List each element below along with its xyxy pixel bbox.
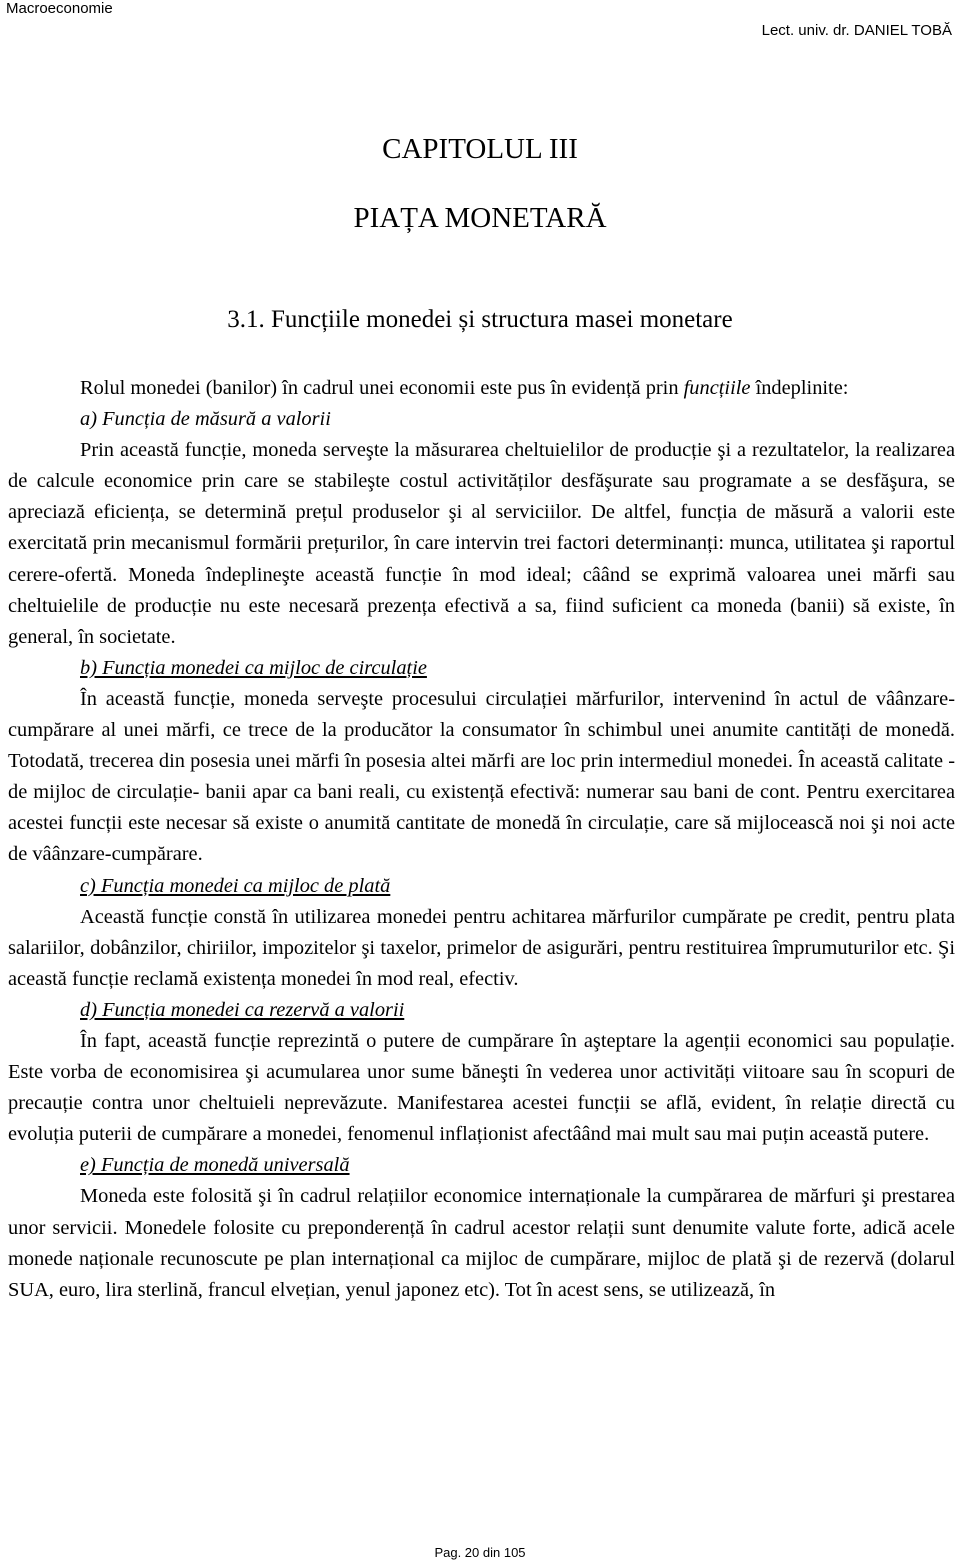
heading-function-c: c) Funcția monedei ca mijloc de plată [80,874,391,897]
intro-emphasis: funcțiile [683,377,751,399]
author-name: Lect. univ. dr. DANIEL TOBĂ [761,22,952,39]
heading-function-e: e) Funcția de monedă universală [80,1154,350,1177]
intro-before: Rolul monedei (banilor) în cadrul unei economii este pus în evidență prin [80,377,684,399]
intro-paragraph [8,373,955,404]
heading-function-b: b) Funcția monedei ca mijloc de circulație [80,656,427,679]
intro-after: îndeplinite: [750,377,849,399]
chapter-title: PIAȚA MONETARĂ [353,202,607,234]
body-text [8,373,955,1306]
paragraph-function-c: Această funcție constă în utilizarea monedei pentru achitarea mărfurilor cumpărate pe credit, pentru plata salariilor, dobânzilor, chiriilor, impozitelor şi taxelor, primelor de asigurări, pentru restituirea împrumuturilor etc. Şi această funcție reclamă existența monedei în mod real, efectiv. [8,905,955,990]
section-title: 3.1. Funcțiile monedei și structura masei monetare [227,306,733,333]
chapter-number: CAPITOLUL III [382,133,578,165]
page-number: Pag. 20 din 105 [434,1545,526,1560]
course-title: Macroeconomie [6,0,113,17]
heading-function-d: d) Funcția monedei ca rezervă a valorii [80,998,405,1021]
paragraph-function-d: În fapt, această funcție reprezintă o putere de cumpărare în aşteptare la agenții economici sau populație. Este vorba de economisirea şi acumularea unor sume băneşti în vederea unor activități viitoare sau în scopuri de precauție contra unor cheltuieli neprevăzute. Manifestarea acestei funcții se află, evident, în relație directă cu evoluția puterii de cumpărare a monedei, fenomenul inflaționist afectâând mai mult sau mai puțin această putere. [8,1029,955,1146]
heading-function-a: a) Funcția de măsură a valorii [80,408,331,431]
paragraph-function-b: În această funcție, moneda serveşte procesului circulației mărfurilor, intervenind în actul de vâânzare-cumpărare al unei mărfi, ce trece de la producător la consumator în schimbul unei anumite cantități de monedă. Totodată, trecerea din posesia unei mărfi în posesia altei mărfi are loc prin intermediul monedei. În această calitate -de mijloc de circulație- banii apar ca bani reali, cu existență efectivă: numerar sau bani de cont. Pentru exercitarea acestei funcții este necesar să existe o anumită cantitate de monedă în circulație, care să mijlocească noi şi noi acte de vâânzare-cumpărare. [8,687,955,866]
paragraph-function-a: Prin această funcție, moneda serveşte la măsurarea cheltuielilor de producție şi a rezultatelor, la realizarea de calcule economice prin care se stabileşte costul activităților desfăşurate sau programate a se desfăşura, se apreciază eficiența, se determină prețul produselor şi al serviciilor. De altfel, funcția de măsură a valorii este exercitată prin mecanismul formării prețurilor, în care intervin trei factori determinanți: munca, utilitatea şi raportul cerere-ofertă. Moneda îndeplineşte această funcție în mod ideal; câând se exprimă valoarea unei mărfi sau cheltuielile de producție nu este necesară prezența efectivă a sa, fiind suficient ca moneda (banii) să existe, în general, în societate. [8,439,955,648]
paragraph-function-e: Moneda este folosită şi în cadrul relațiilor economice internaționale la cumpărarea de mărfuri şi prestarea unor servicii. Monedele folosite cu preponderență în cadrul acestor relații sunt denumite valute forte, adică acele monede naționale recunoscute pe plan internațional ca mijloc de cumpărare, mijloc de plată şi de rezervă (dolarul SUA, euro, lira sterlină, francul elvețian, yenul japonez etc). Tot în acest sens, se utilizează, în [8,1185,955,1301]
